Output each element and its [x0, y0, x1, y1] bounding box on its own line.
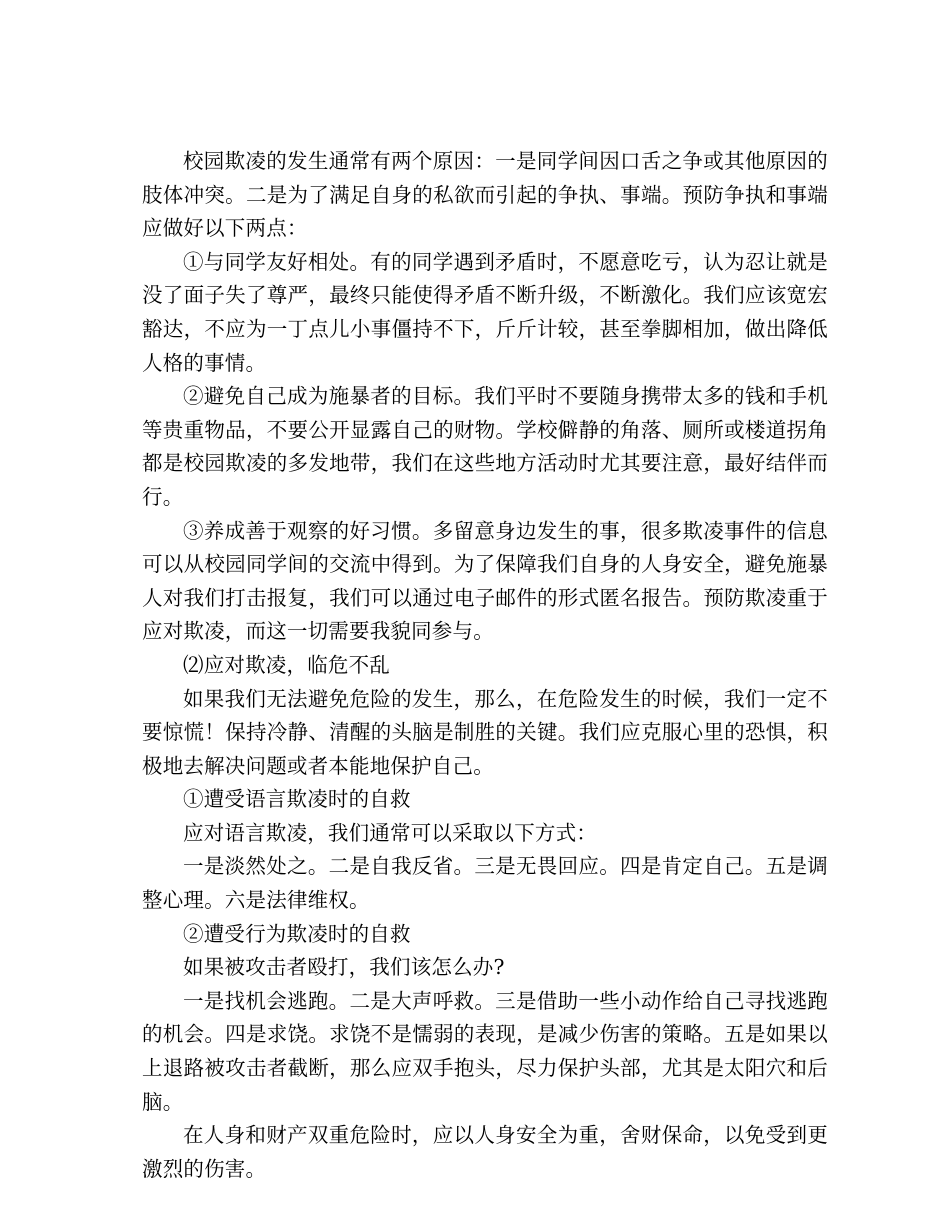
subheading-physical-bullying: ②遭受行为欺凌时的自救: [183, 921, 411, 946]
paragraph-point-3: ③养成善于观察的好习惯。多留意身边发生的事，很多欺凌事件的信息可以从校园同学间的交流中得到。为了保障我们自身的人身安全，避免施暴人对我们打击报复，我们可以通过电子邮件的形式匿名报告。预防欺凌重于应对欺凌，而这一切需要我貌同参与。: [142, 518, 828, 644]
paragraph-stay-calm: 如果我们无法避免危险的发生，那么，在危险发生的时候，我们一定不要惊慌！保持冷静、清醒的头脑是制胜的关键。我们应克服心里的恐惧，积极地去解决问题或者本能地保护自己。: [142, 686, 828, 778]
paragraph-verbal-intro: 应对语言欺凌，我们通常可以采取以下方式：: [183, 820, 597, 845]
paragraph-causes: 校园欺凌的发生通常有两个原因：一是同学间因口舌之争或其他原因的肢体冲突。二是为了满足自身的私欲而引起的争执、事端。预防争执和事端应做好以下两点：: [142, 149, 828, 241]
paragraph-physical-methods: 一是找机会逃跑。二是大声呼救。三是借助一些小动作给自己寻找逃跑的机会。四是求饶。求饶不是懦弱的表现，是减少伤害的策略。五是如果以上退路被攻击者截断，那么应双手抱头，尽力保护头部，尤其是太阳穴和后脑。: [142, 988, 828, 1114]
paragraph-point-1: ①与同学友好相处。有的同学遇到矛盾时，不愿意吃亏，认为忍让就是没了面子失了尊严，最终只能使得矛盾不断升级，不断激化。我们应该宽宏豁达，不应为一丁点儿小事僵持不下，斤斤计较，甚至拳脚相加，做出降低人格的事情。: [142, 249, 828, 375]
paragraph-safety-first: 在人身和财产双重危险时，应以人身安全为重，舍财保命，以免受到更激烈的伤害。: [142, 1123, 828, 1181]
paragraph-verbal-methods: 一是淡然处之。二是自我反省。三是无畏回应。四是肯定自己。五是调整心理。六是法律维权。: [142, 854, 828, 913]
document-body: [142, 145, 828, 1186]
subheading-verbal-bullying: ①遭受语言欺凌时的自救: [183, 787, 411, 812]
paragraph-physical-question: 如果被攻击者殴打，我们该怎么办?: [183, 955, 505, 980]
paragraph-point-2: ②避免自己成为施暴者的目标。我们平时不要随身携带太多的钱和手机等贵重物品，不要公开显露自己的财物。学校僻静的角落、厕所或楼道拐角都是校园欺凌的多发地带，我们在这些地方活动时尤其要注意，最好结伴而行。: [142, 384, 828, 509]
section-heading-respond: ⑵应对欺凌，临危不乱: [183, 652, 390, 677]
